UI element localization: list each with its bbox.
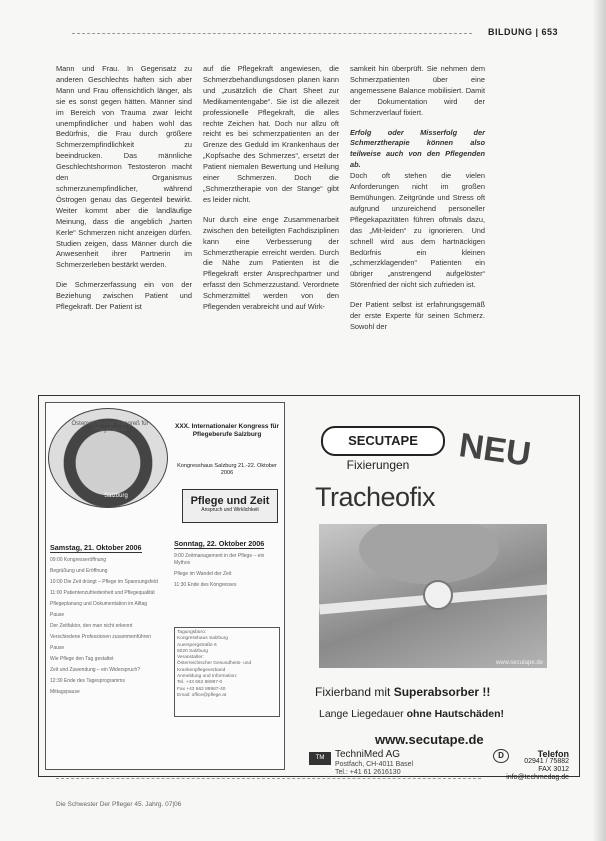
tagline-2 (319, 708, 504, 720)
program-item: 12:30 Ende des Tagesprogramms (50, 678, 125, 684)
company-name: TechniMed AG (335, 749, 401, 760)
tagline-2-plain: Lange Liegedauer (319, 708, 407, 720)
paragraph: Doch oft stehen die vielen Anforderungen nicht im großen Bemühungen. Zeitgründe und Stress oft aufgrund unzureichend personeller Pflegekapazitäten führen oftmals dazu, das „Mit-leiden“ zu ignorieren. Und schnell wird aus dem hartnäckigen Bedürfnis ein kleinen „schmerzklagenden“ Patienten ein übriger „anstrengend aufgelöster“ Störenfried der nicht sich zufrieden ist. (350, 171, 485, 290)
contact-line: Email: office@pflege.at (177, 692, 227, 698)
website-link[interactable]: www.secutape.de (375, 732, 484, 747)
secutape-logo: SECUTAPE (321, 426, 445, 456)
contact-line: Tagungsbüro: (177, 630, 207, 635)
program-item: 9:00 Zeitmanagement in der Pflege – ein Mythos (174, 553, 265, 566)
paragraph: Nur durch eine enge Zusammenarbeit zwischen den beteiligten Fachdisziplinen kann eine Verbesserung der Schmerztherapie erreicht werden. Durch die Nähe zum Patienten ist die Pflegekraft erster Ansprechpartner und erfasst den Schmerzzustand. Verordnete Schmerzmittel werden von den Pflegenden verabreicht und auf Wirk- (203, 214, 339, 312)
paragraph: auf die Pflegekraft angewiesen, die Schmerzbehandlungsdosen planen kann und „zusätzlich die Chart Sheet zur Medikamentengabe“. Sie ist die allezeit professionelle Pflegekraft, die alles rechte Zeichen hat. Doch nur allzu oft reicht es bei schmerzpatienten an der Grenze des Geduld im Krankenhaus der „Kopfsache des Schmerzes“, ersetzt der Patient niemalen Bewertung und Heilung einer Schmerzen. Doch die „Schmerztherapie von der Stange“ gibt es leider nicht. (203, 64, 339, 204)
telefon-number: 02941 / 75882 (524, 758, 569, 765)
paragraph: samkeit hin überprüft. Sie nehmen dem Schmerzpatienten über eine angemessene Balance mobilisiert. Damit der Dokumentation wird der Schmerzverlauf fixiert. (350, 64, 485, 117)
contact-line: Kongresshaus Salzburg (177, 636, 228, 642)
congress-ad (45, 402, 285, 770)
neu-label: NEU (456, 426, 534, 474)
program-item: Der Zeitfaktor, den man nicht erkennt (50, 623, 133, 629)
article-column-2 (203, 64, 339, 322)
paragraph: Die Schmerzerfassung ein von der Beziehung zwischen Patient und Pflegekraft. Der Patient ist (56, 280, 192, 312)
telefon-label: Telefon (537, 749, 569, 759)
program-item: Pflege im Wandel der Zeit (174, 571, 232, 577)
program-item: Pause (50, 612, 65, 618)
email-link[interactable]: info@techmedag.de (506, 774, 569, 781)
header-rule (72, 33, 472, 34)
congress-contact-box (174, 627, 280, 717)
technimed-logo: TM (309, 752, 331, 765)
program-item: Verschiedene Professionen zusammenführen (50, 634, 151, 640)
patient-face-shape (359, 524, 499, 584)
contact-line: Österreichischer Gesundheits- und Krankenpflegeverband (177, 661, 252, 673)
page-edge-shadow (592, 0, 606, 841)
contact-line: Anmeldung und Information: (177, 674, 238, 680)
tagline-1 (315, 685, 490, 699)
phone-line: Tel.: +41 61 2616130 (335, 769, 401, 776)
tagline-2-bold: ohne Hautschäden! (406, 708, 505, 720)
program-item: Zeit und Zuwendung – ein Widerspruch? (50, 667, 141, 673)
day1-heading: Samstag, 21. Oktober 2006 (50, 543, 142, 552)
logo-text: Österreichischer Kongreß für Pflegeberufe (71, 421, 149, 433)
contact-line: 5020 Salzburg (177, 648, 208, 654)
advertisement-frame (38, 395, 580, 781)
paragraph: Der Patient selbst ist erfahrungsgemäß der erste Experte für seinen Schmerz. Sowohl der (350, 300, 485, 331)
day2-heading: Sonntag, 22. Oktober 2006 (174, 539, 265, 548)
program-item: 09:00 Kongresseröffnung (50, 557, 107, 563)
tracheal-tube-shape (423, 580, 453, 610)
program-item: 10:00 Die Zeit drängt – Pflege im Spannungsfeld (50, 579, 158, 585)
tagline-1-plain: Fixierband mit (315, 685, 394, 699)
program-item: Pflegeplanung und Dokumentation im Alltag (50, 601, 148, 607)
photo-watermark: www.secutape.de (495, 660, 543, 666)
program-item: Pause (50, 645, 65, 651)
program-item: 11:30 Ende des Kongresses (174, 582, 237, 588)
article-column-1 (56, 64, 192, 322)
italic-subhead: Erfolg oder Misserfolg der Schmerztherapie können also teilweise auch von den Pflegenden ab. (350, 127, 485, 170)
page-header: BILDUNG | 653 (487, 27, 558, 37)
article-column-3 (350, 64, 485, 342)
logo-bottom-text: Salzburg (104, 493, 128, 499)
contact-line: Auerspergstraße 6 (177, 642, 217, 648)
day1-program (50, 557, 168, 700)
footer-rule (56, 778, 481, 779)
tagline-1-bold: Superabsorber !! (393, 685, 491, 699)
product-photo (319, 524, 547, 668)
congress-venue: Kongresshaus Salzburg 21.-22. Oktober 2006 (177, 463, 277, 476)
contact-line: Veranstalter: (177, 655, 204, 661)
german-contact (495, 750, 569, 782)
day2-program (174, 553, 280, 593)
program-item: Wie Pflege den Tag gestaltet (50, 656, 114, 662)
motto-box (182, 489, 278, 523)
program-item: Mittagspause (50, 689, 80, 695)
page-footer: Die Schwester Der Pfleger 45. Jahrg. 07|06 (56, 801, 182, 808)
contact-line: Fax +43 662 88987-40 (177, 686, 226, 692)
fax-number: FAX 3012 (538, 766, 569, 773)
program-item: Begrüßung und Eröffnung (50, 568, 108, 574)
germany-logo: D (493, 749, 509, 763)
secutape-ad (309, 406, 571, 781)
contact-line: Tel. +43 662 88987-0 (177, 680, 223, 686)
motto-subtitle: Anspruch und Wirklichkeit (201, 507, 259, 513)
motto-title: Pflege und Zeit (190, 495, 270, 507)
product-name: Tracheofix (315, 482, 436, 512)
program-item: 11:00 Patientenzufriedenheit und Pflegequalität (50, 590, 155, 596)
company-address (335, 761, 413, 777)
address-line: Postfach, CH-4011 Basel (335, 761, 414, 768)
congress-title: XXX. Internationaler Kongress für Pflegeberufe Salzburg (174, 423, 280, 438)
paragraph: Mann und Frau. In Gegensatz zu anderen Geschlechts haften sich aber Mann und Frau offensichtlich länger, als sie es sonst gegen hätten. Männer sind im Bereich von Trauma zwar leicht unempfindlicher und haben wohl das Bedürfnis, die Frau durch größere Schmerzempfindlichkeit zu beeindrucken. Das männliche Geschlechtshormon Testosteron macht den Organismus schmerzunempfindlicher, während Östrogen genau das Gegenteil bewirkt. Weiter kommt aber die landläufige Meinung, dass die angeblich „harten Kerle“ Schmerzen nicht anzeigen dürfen. Studien zeigen, dass Männer durch die Anwesenheit ihrer Partnerin im Schmerzerleben bestärkt werden. (56, 64, 192, 270)
fixierungen-label: Fixierungen (346, 458, 410, 472)
